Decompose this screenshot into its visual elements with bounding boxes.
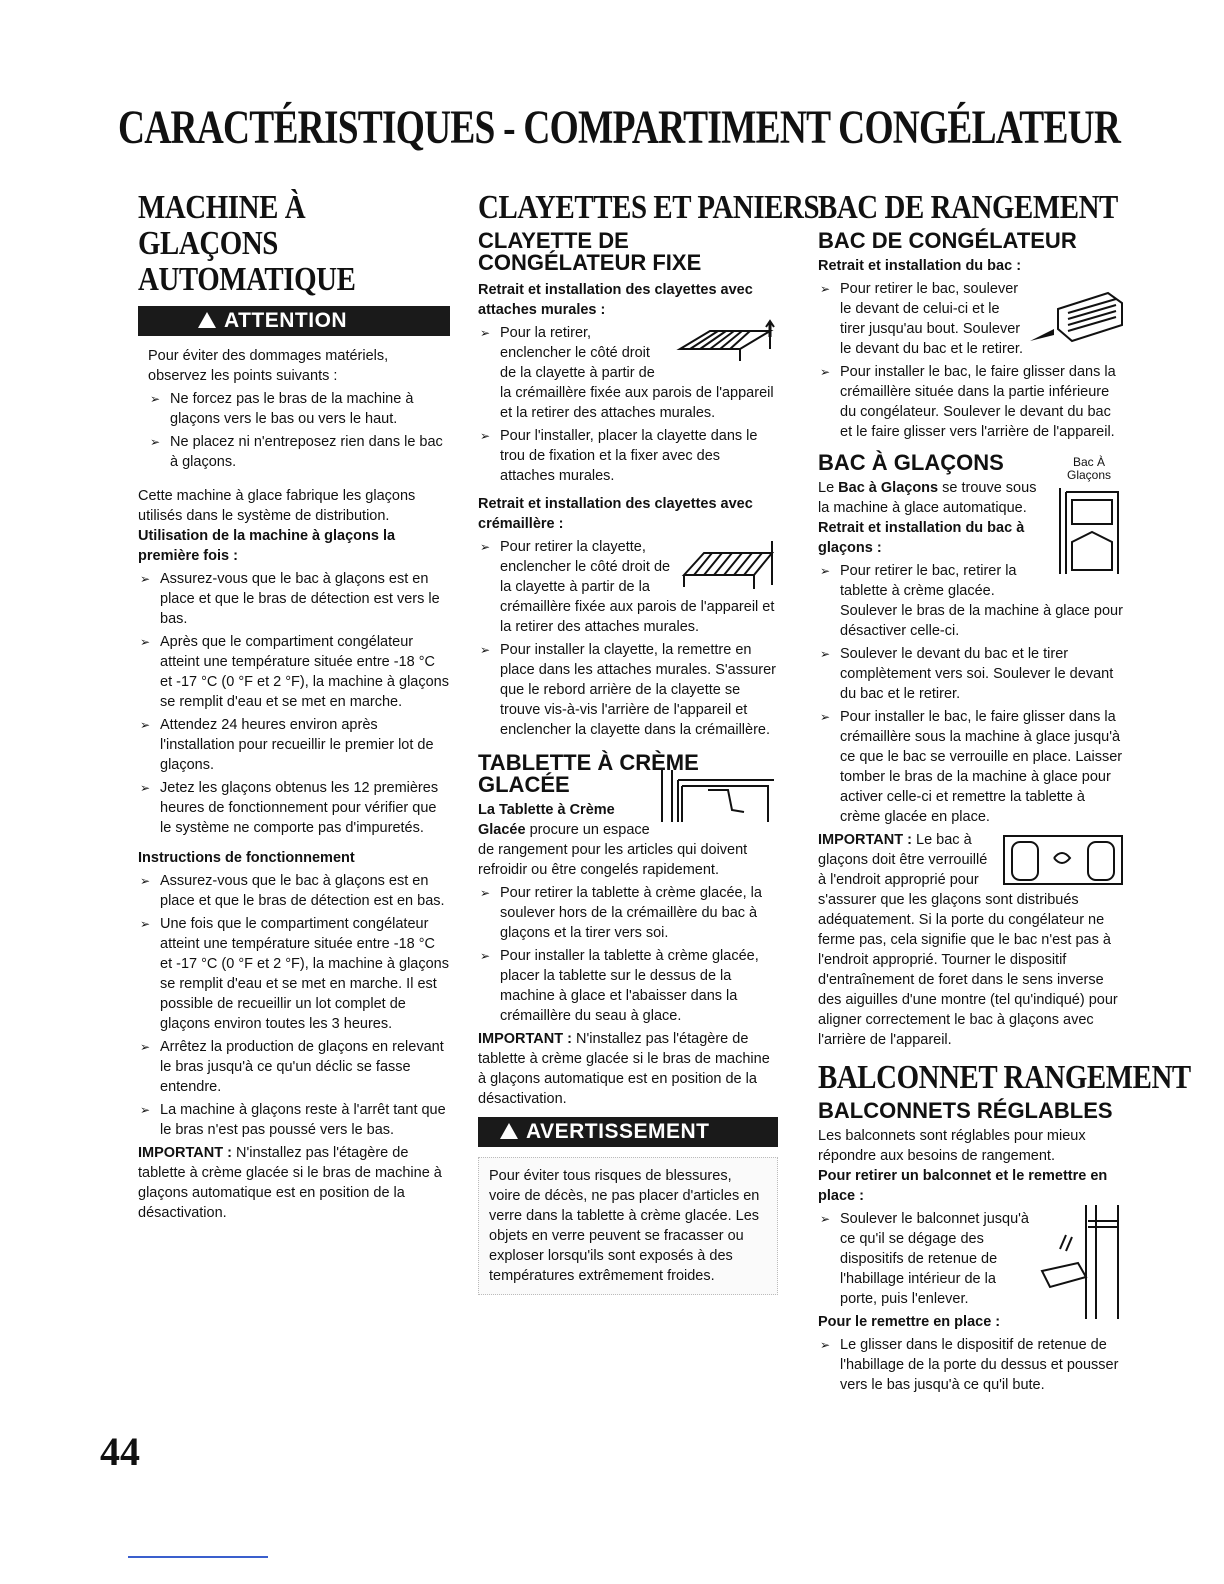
list-item: ➢ Pour installer le bac, le faire glisser dans la crémaillère sous la machine à glace jusqu'à ce que le bac se verrouille en place. Laisser tomber le bras de la machine à glace pour activer celle-ci et remettre la tablette à crème glacée en place. (820, 709, 1123, 825)
list-item: ➢ Pour retirer le bac, retirer la tablette à crème glacée. Soulever le bras de la machine à glace pour désactiver celle-ci. (820, 563, 1123, 639)
list-item: ➢ Le glisser dans le dispositif de retenue de l'habillage de la porte du dessus et pousser vers le bas jusqu'à ce qu'il bute. (820, 1337, 1119, 1393)
list-item: ➢ Une fois que le compartiment congélateur atteint une température située entre -18 °C et -17 °C (0 °F et 2 °F), la machine à glaçons se remplit d'eau et se met en marche. Il est possible de recueillir un lot complet de glaçons environ toutes les 3 heures. (140, 916, 449, 1032)
fixed-shelf-subtitle: CLAYETTE DE CONGÉLATEUR FIXE (478, 228, 702, 275)
attention-label: ATTENTION (224, 309, 348, 332)
freezer-bin-subtitle: BAC DE CONGÉLATEUR (818, 228, 1077, 253)
ice-maker-title: MACHINE À GLAÇONS AUTOMATIQUE (138, 189, 356, 298)
list-item: ➢ Pour l'installer, placer la clayette dans le trou de fixation et la fixer avec des attaches murales. (480, 428, 758, 484)
important-note: IMPORTANT : N'installez pas l'étagère de tablette à crème glacée si le bras de machine à glaçons automatique est en position de la désactivation. (478, 1031, 770, 1107)
list-item: ➢ Assurez-vous que le bac à glaçons est en place et que le bras de détection est en bas. (140, 873, 445, 909)
freezer-bin-icon (1028, 289, 1124, 349)
list-item: ➢ Pour installer le bac, le faire glisser dans la crémaillère située dans la partie inférieure du congélateur. Soulever le devant du bac et le faire glisser vers l'arrière de l'appareil. (820, 364, 1116, 440)
list-item: ➢ Pour retirer le bac, soulever le devant de celui-ci et le tirer jusqu'au bout. Soulever le devant du bac et le retirer. (818, 279, 1124, 359)
ice-bin-intro: Le Bac à Glaçons se trouve sous la machine à glace automatique. (818, 480, 1037, 516)
attention-content (138, 346, 450, 472)
list-item: ➢ Après que le compartiment congélateur atteint une température située entre -18 °C et -17 °C (0 °F et 2 °F), la machine à glaçons se remplit d'eau et se met en marche. (140, 634, 449, 710)
warning-banner (478, 1117, 778, 1147)
ice-cream-subtitle: TABLETTE À CRÈME GLACÉE (478, 750, 699, 797)
balconnet-heading: Pour retirer un balconnet et le remettre en place : (818, 1168, 1108, 1204)
wire-shelf-icon (670, 319, 778, 371)
rack-shelf-icon (678, 537, 778, 593)
warning-text: Pour éviter tous risques de blessures, voire de décès, ne pas placer d'articles en verre dans la tablette à crème glacée. Les objets en verre peuvent se fracasser ou exploser lorsqu'ils sont exposés à des températures extrêmement froides. (478, 1157, 778, 1295)
adjustable-bins-subtitle: BALCONNETS RÉGLABLES (818, 1098, 1113, 1123)
list-item: ➢ Ne placez ni n'entreposez rien dans le bac à glaçons. (150, 434, 443, 470)
ice-bin-figure-label: Bac À Glaçons (1066, 455, 1112, 482)
list-item: ➢ Pour retirer la clayette, enclencher le côté droit de la clayette à partir de la crémaillère fixée aux parois de l'appareil et la retirer des attaches murales. (478, 537, 778, 637)
column-ice-maker (138, 190, 450, 1223)
wall-heading: Retrait et installation des clayettes avec attaches murales : (478, 282, 753, 318)
storage-title: BAC DE RANGEMENT (818, 189, 1118, 226)
arrow-bullet-icon: ➢ (150, 392, 161, 406)
list-item: ➢ Soulever le devant du bac et le tirer complètement vers soi. Soulever le devant du bac et le retirer. (820, 646, 1114, 702)
list-item: ➢ Pour installer la tablette à crème glacée, placer la tablette sur le dessus de la machine à glace et l'abaisser dans la crémaillère du seau à glace. (480, 948, 759, 1024)
list-item: ➢ Pour la retirer, enclencher le côté droit de la clayette à partir de la crémaillère fixée aux parois de l'appareil et la retirer des attaches murales. (478, 323, 778, 423)
balconnet-intro: Les balconnets sont réglables pour mieux répondre aux besoins de rangement. (818, 1128, 1086, 1164)
ice-bin-subtitle: BAC À GLAÇONS (818, 450, 1004, 475)
list-item: ➢ Assurez-vous que le bac à glaçons est en place et que le bras de détection est vers le bas. (140, 571, 440, 627)
list-item: ➢ Attendez 24 heures environ après l'installation pour recueillir le premier lot de glaçons. (140, 717, 434, 773)
attention-intro: Pour éviter des dommages matériels, observez les points suivants : (148, 348, 389, 384)
list-item: ➢ Ne forcez pas le bras de la machine à glaçons vers le bas ou vers le haut. (150, 391, 414, 427)
list-item: ➢ Soulever le balconnet jusqu'à ce qu'il se dégage des dispositifs de retenue de l'habillage intérieur de la porte, puis l'enlever. (818, 1209, 1124, 1309)
list-item: ➢ Arrêtez la production de glaçons en relevant le bras jusqu'à ce qu'un déclic se fasse entendre. (140, 1039, 444, 1095)
list-item: ➢ La machine à glaçons reste à l'arrêt tant que le bras n'est pas poussé vers le bas. (140, 1102, 446, 1138)
list-item: ➢ Jetez les glaçons obtenus les 12 premières heures de fonctionnement pour vérifier que le système ne comporte pas d'impuretés. (140, 780, 439, 836)
rack-heading: Retrait et installation des clayettes avec crémaillère : (478, 496, 753, 532)
shelves-title: CLAYETTES ET PANIERS (478, 189, 820, 226)
column-shelves (478, 189, 820, 1295)
page-title: CARACTÉRISTIQUES - COMPARTIMENT CONGÉLATEUR (118, 101, 1121, 154)
list-item: ➢ Pour installer la clayette, la remettre en place dans les attaches murales. S'assurer que le rebord arrière de la clayette se trouve vis-à-vis l'arrière de l'appareil et enclencher la clayette dans la crémaillère. (480, 642, 776, 738)
bin-heading: Retrait et installation du bac : (818, 258, 1022, 274)
important-note: IMPORTANT : Le bac à glaçons doit être verrouillé à l'endroit approprié pour s'assurer que les glaçons sont distribués adéquatement. Si la porte du congélateur ne ferme pas, cela signifie que le bac n'est pas à l'endroit approprié. Tourner le dispositif d'entraînement de foret dans le sens inverse des aiguilles d'une montre (tel qu'indiqué) pour aligner correctement le bac à glaçons avec l'arrière de l'appareil. (818, 830, 1124, 1050)
ice-maker-intro: Cette machine à glace fabrique les glaçons utilisés dans le système de distribution. (138, 488, 416, 524)
first-use-heading: Utilisation de la machine à glaçons la première fois : (138, 528, 396, 564)
warning-triangle-icon (198, 312, 216, 328)
ice-bin-heading: Retrait et installation du bac à glaçons : (818, 520, 1025, 556)
attention-banner (138, 306, 450, 336)
door-bin-icon (1038, 1201, 1124, 1321)
arrow-bullet-icon: ➢ (150, 435, 161, 449)
instructions-heading: Instructions de fonctionnement (138, 850, 355, 866)
important-note: IMPORTANT : N'installez pas l'étagère de tablette à crème glacée si le bras de machine à glaçons automatique est en position de la désactivation. (138, 1145, 442, 1221)
auger-rotation-icon (1002, 832, 1124, 886)
warning-triangle-icon (500, 1123, 518, 1139)
footer-rule (128, 1556, 268, 1558)
warning-label: AVERTISSEMENT (526, 1120, 710, 1143)
tablet-intro: La Tablette à Crème Glacée procure un espace de rangement pour les articles qui doivent refroidir ou être congelés rapidement. (478, 800, 778, 880)
page-number: 44 (100, 1429, 140, 1474)
balconnet-heading-2: Pour le remettre en place : (818, 1314, 1001, 1330)
balconnet-title: BALCONNET RANGEMENT (818, 1059, 1191, 1096)
list-item: ➢ Pour retirer la tablette à crème glacée, la soulever hors de la crémaillère du bac à glaçons et la tirer vers soi. (480, 885, 762, 941)
column-storage (818, 189, 1191, 1398)
